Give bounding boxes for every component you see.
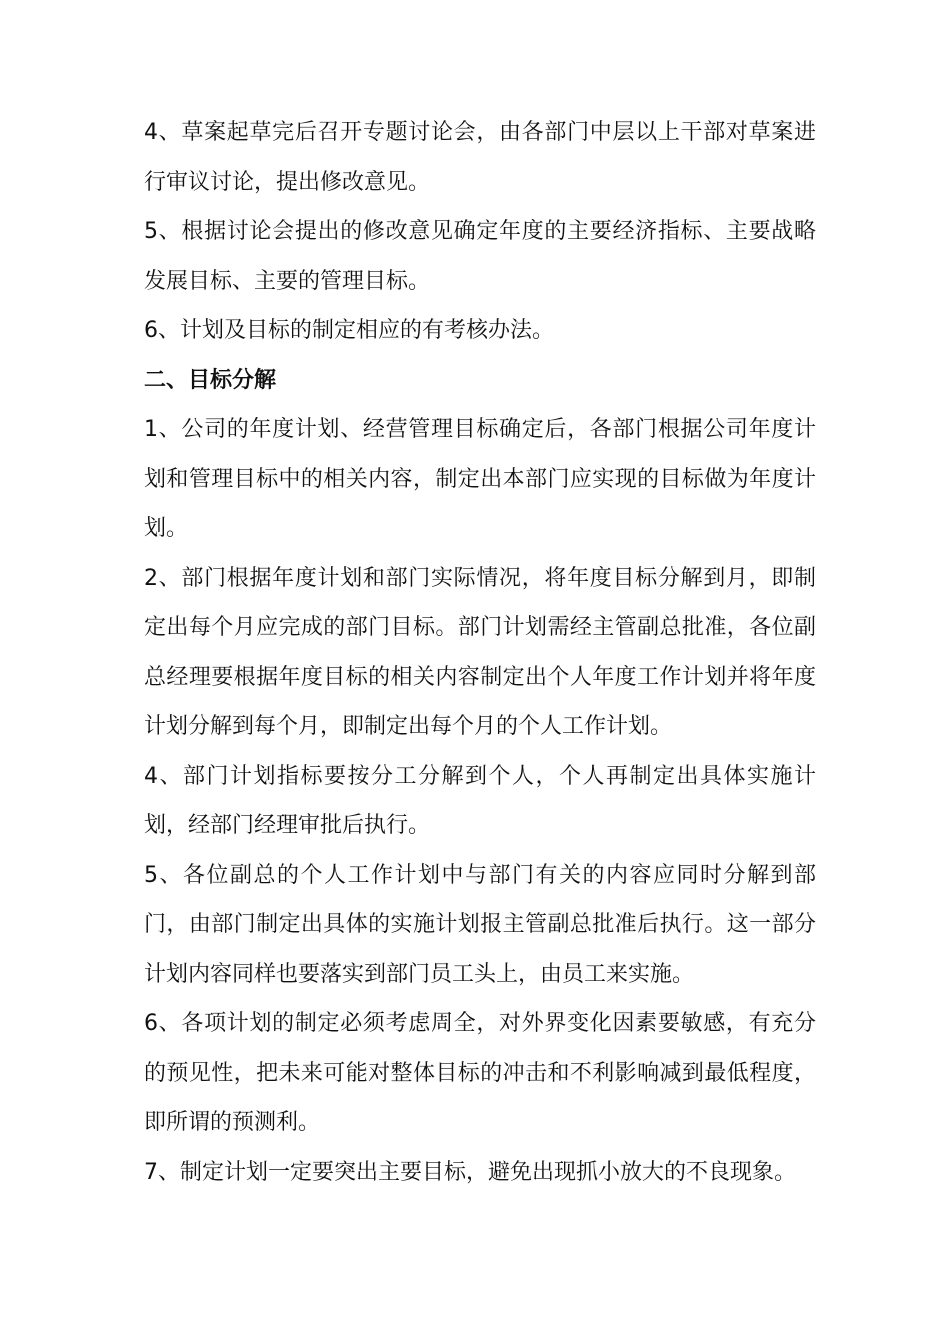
list-item-2-monthly-breakdown: 2、部门根据年度计划和部门实际情况，将年度目标分解到月，即制定出每个月应完成的部门目标。部门计划需经主管副总批准，各位副总经理要根据年度目标的相关内容制定出个人年度工作计划并将年度计划分解到每个月，即制定出每个月的个人工作计划。: [144, 565, 816, 739]
list-item-1-department-targets: 1、公司的年度计划、经营管理目标确定后，各部门根据公司年度计划和管理目标中的相关内容，制定出本部门应实现的目标做为年度计划。: [144, 417, 816, 541]
list-item-4-draft-discussion: 4、草案起草完后召开专题讨论会，由各部门中层以上干部对草案进行审议讨论，提出修改意见。: [144, 120, 816, 195]
list-item-7-main-goals: 7、制定计划一定要突出主要目标，避免出现抓小放大的不良现象。: [144, 1159, 796, 1185]
list-item-5-vice-president-plans: 5、各位副总的个人工作计划中与部门有关的内容应同时分解到部门，由部门制定出具体的实施计划报主管副总批准后执行。这一部分计划内容同样也要落实到部门员工头上，由员工来实施。: [144, 862, 816, 987]
list-item-4-individual-plans: 4、部门计划指标要按分工分解到个人，个人再制定出具体实施计划，经部门经理审批后执行。: [144, 763, 816, 838]
document-body: [144, 108, 816, 1197]
list-item-6-assessment-method: 6、计划及目标的制定相应的有考核办法。: [144, 318, 554, 343]
list-item-6-foresight: 6、各项计划的制定必须考虑周全，对外界变化因素要敏感，有充分的预见性，把未来可能对整体目标的冲击和不利影响减到最低程度，即所谓的预测利。: [144, 1011, 816, 1135]
list-item-5-confirm-indicators: 5、根据讨论会提出的修改意见确定年度的主要经济指标、主要战略发展目标、主要的管理目标。: [144, 219, 816, 294]
section-heading-goal-breakdown: 二、目标分解: [144, 367, 277, 393]
